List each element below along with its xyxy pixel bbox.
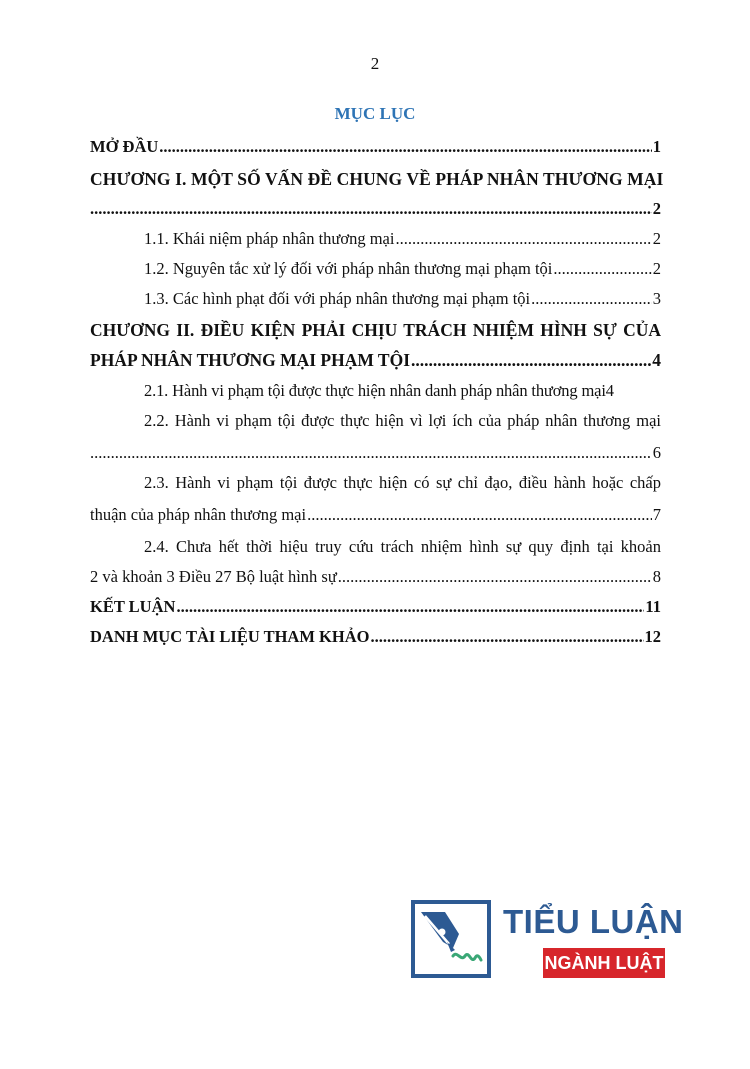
toc-entry-1-1[interactable] bbox=[90, 226, 661, 252]
toc-page-number: 4 bbox=[652, 350, 661, 370]
toc-leader-dots bbox=[338, 564, 652, 590]
toc-entry-2-2[interactable] bbox=[90, 408, 661, 434]
toc-leader-dots bbox=[411, 346, 651, 374]
toc-entry-label: 2 và khoản 3 Điều 27 Bộ luật hình sự bbox=[90, 567, 337, 586]
toc-entry-chuong-2-continued[interactable] bbox=[90, 346, 661, 374]
toc-page-number: 7 bbox=[652, 505, 661, 524]
toc-entry-label: 2.2. Hành vi phạm tội được thực hiện vì lợi ích của pháp nhân thương mại bbox=[144, 411, 661, 430]
toc-entry-label: 1.2. Nguyên tắc xử lý đối với pháp nhân thương mại phạm tội bbox=[144, 259, 553, 278]
toc-entry-label: CHƯƠNG I. MỘT SỐ VẤN ĐỀ CHUNG VỀ PHÁP NHÂN THƯƠNG MẠI bbox=[90, 169, 664, 189]
toc-page-number: 2 bbox=[652, 199, 661, 218]
toc-page-number: 1 bbox=[652, 137, 661, 156]
toc-entry-2-3[interactable] bbox=[90, 470, 661, 496]
toc-entry-label: DANH MỤC TÀI LIỆU THAM KHẢO bbox=[90, 627, 370, 646]
toc-leader-dots bbox=[553, 256, 651, 282]
toc-leader-dots bbox=[159, 134, 651, 160]
logo-subtitle: NGÀNH LUẬT bbox=[543, 948, 665, 978]
toc-entry-mo-dau[interactable] bbox=[90, 134, 661, 160]
toc-page-number: 6 bbox=[652, 443, 661, 462]
toc-entry-label: KẾT LUẬN bbox=[90, 597, 176, 616]
toc-entry-1-2[interactable] bbox=[90, 256, 661, 282]
toc-entry-label: 2.4. Chưa hết thời hiệu truy cứu trách nhiệm hình sự quy định tại khoản bbox=[144, 537, 661, 556]
toc-entry-2-4[interactable] bbox=[90, 534, 661, 560]
toc-entry-2-2-continued[interactable] bbox=[90, 440, 661, 466]
fountain-pen-nib-icon bbox=[411, 900, 491, 978]
toc-entry-label: 2.3. Hành vi phạm tội được thực hiện có sự chỉ đạo, điều hành hoặc chấp bbox=[144, 473, 661, 492]
toc-page-number: 3 bbox=[652, 289, 661, 308]
logo-title: TIỂU LUẬN bbox=[503, 903, 684, 940]
toc-page-number: 2 bbox=[652, 259, 661, 278]
toc-page-number: 2 bbox=[652, 229, 661, 248]
toc-leader-dots bbox=[90, 440, 652, 466]
tieu-luan-nganh-luat-logo bbox=[411, 900, 684, 982]
toc-entry-label: 2.1. Hành vi phạm tội được thực hiện nhân danh pháp nhân thương mại bbox=[144, 381, 606, 400]
toc-title: MỤC LỤC bbox=[334, 104, 416, 123]
toc-entry-chuong-1[interactable] bbox=[90, 165, 664, 193]
toc-entry-chuong-1-continued[interactable] bbox=[90, 196, 661, 222]
toc-page-number: 12 bbox=[644, 627, 661, 646]
toc-page-number: 11 bbox=[645, 597, 661, 616]
toc-page-number: 4 bbox=[605, 381, 615, 400]
toc-entry-2-3-continued[interactable] bbox=[90, 502, 661, 528]
toc-leader-dots bbox=[307, 502, 652, 528]
toc-entry-ket-luan[interactable] bbox=[90, 594, 661, 620]
toc-leader-dots bbox=[90, 196, 652, 222]
toc-entry-label: MỞ ĐẦU bbox=[90, 137, 159, 156]
toc-leader-dots bbox=[176, 594, 644, 620]
toc-entry-label: 1.3. Các hình phạt đối với pháp nhân thương mại phạm tội bbox=[144, 289, 531, 308]
toc-entry-tai-lieu-tham-khao[interactable] bbox=[90, 624, 661, 650]
toc-leader-dots bbox=[370, 624, 643, 650]
page-number: 2 bbox=[370, 54, 380, 73]
toc-leader-dots bbox=[395, 226, 651, 252]
toc-entry-label: thuận của pháp nhân thương mại bbox=[90, 505, 307, 524]
toc-page-number: 8 bbox=[652, 567, 661, 586]
toc-entry-chuong-2[interactable] bbox=[90, 316, 661, 344]
toc-entry-2-1[interactable] bbox=[90, 378, 661, 404]
toc-entry-label: 1.1. Khái niệm pháp nhân thương mại bbox=[144, 229, 395, 248]
toc-entry-2-4-continued[interactable] bbox=[90, 564, 661, 590]
toc-entry-label: CHƯƠNG II. ĐIỀU KIỆN PHẢI CHỊU TRÁCH NHIỆM HÌNH SỰ CỦA bbox=[90, 320, 661, 340]
toc-entry-label: PHÁP NHÂN THƯƠNG MẠI PHẠM TỘI bbox=[90, 350, 411, 370]
toc-leader-dots bbox=[531, 286, 652, 312]
toc-entry-1-3[interactable] bbox=[90, 286, 661, 312]
